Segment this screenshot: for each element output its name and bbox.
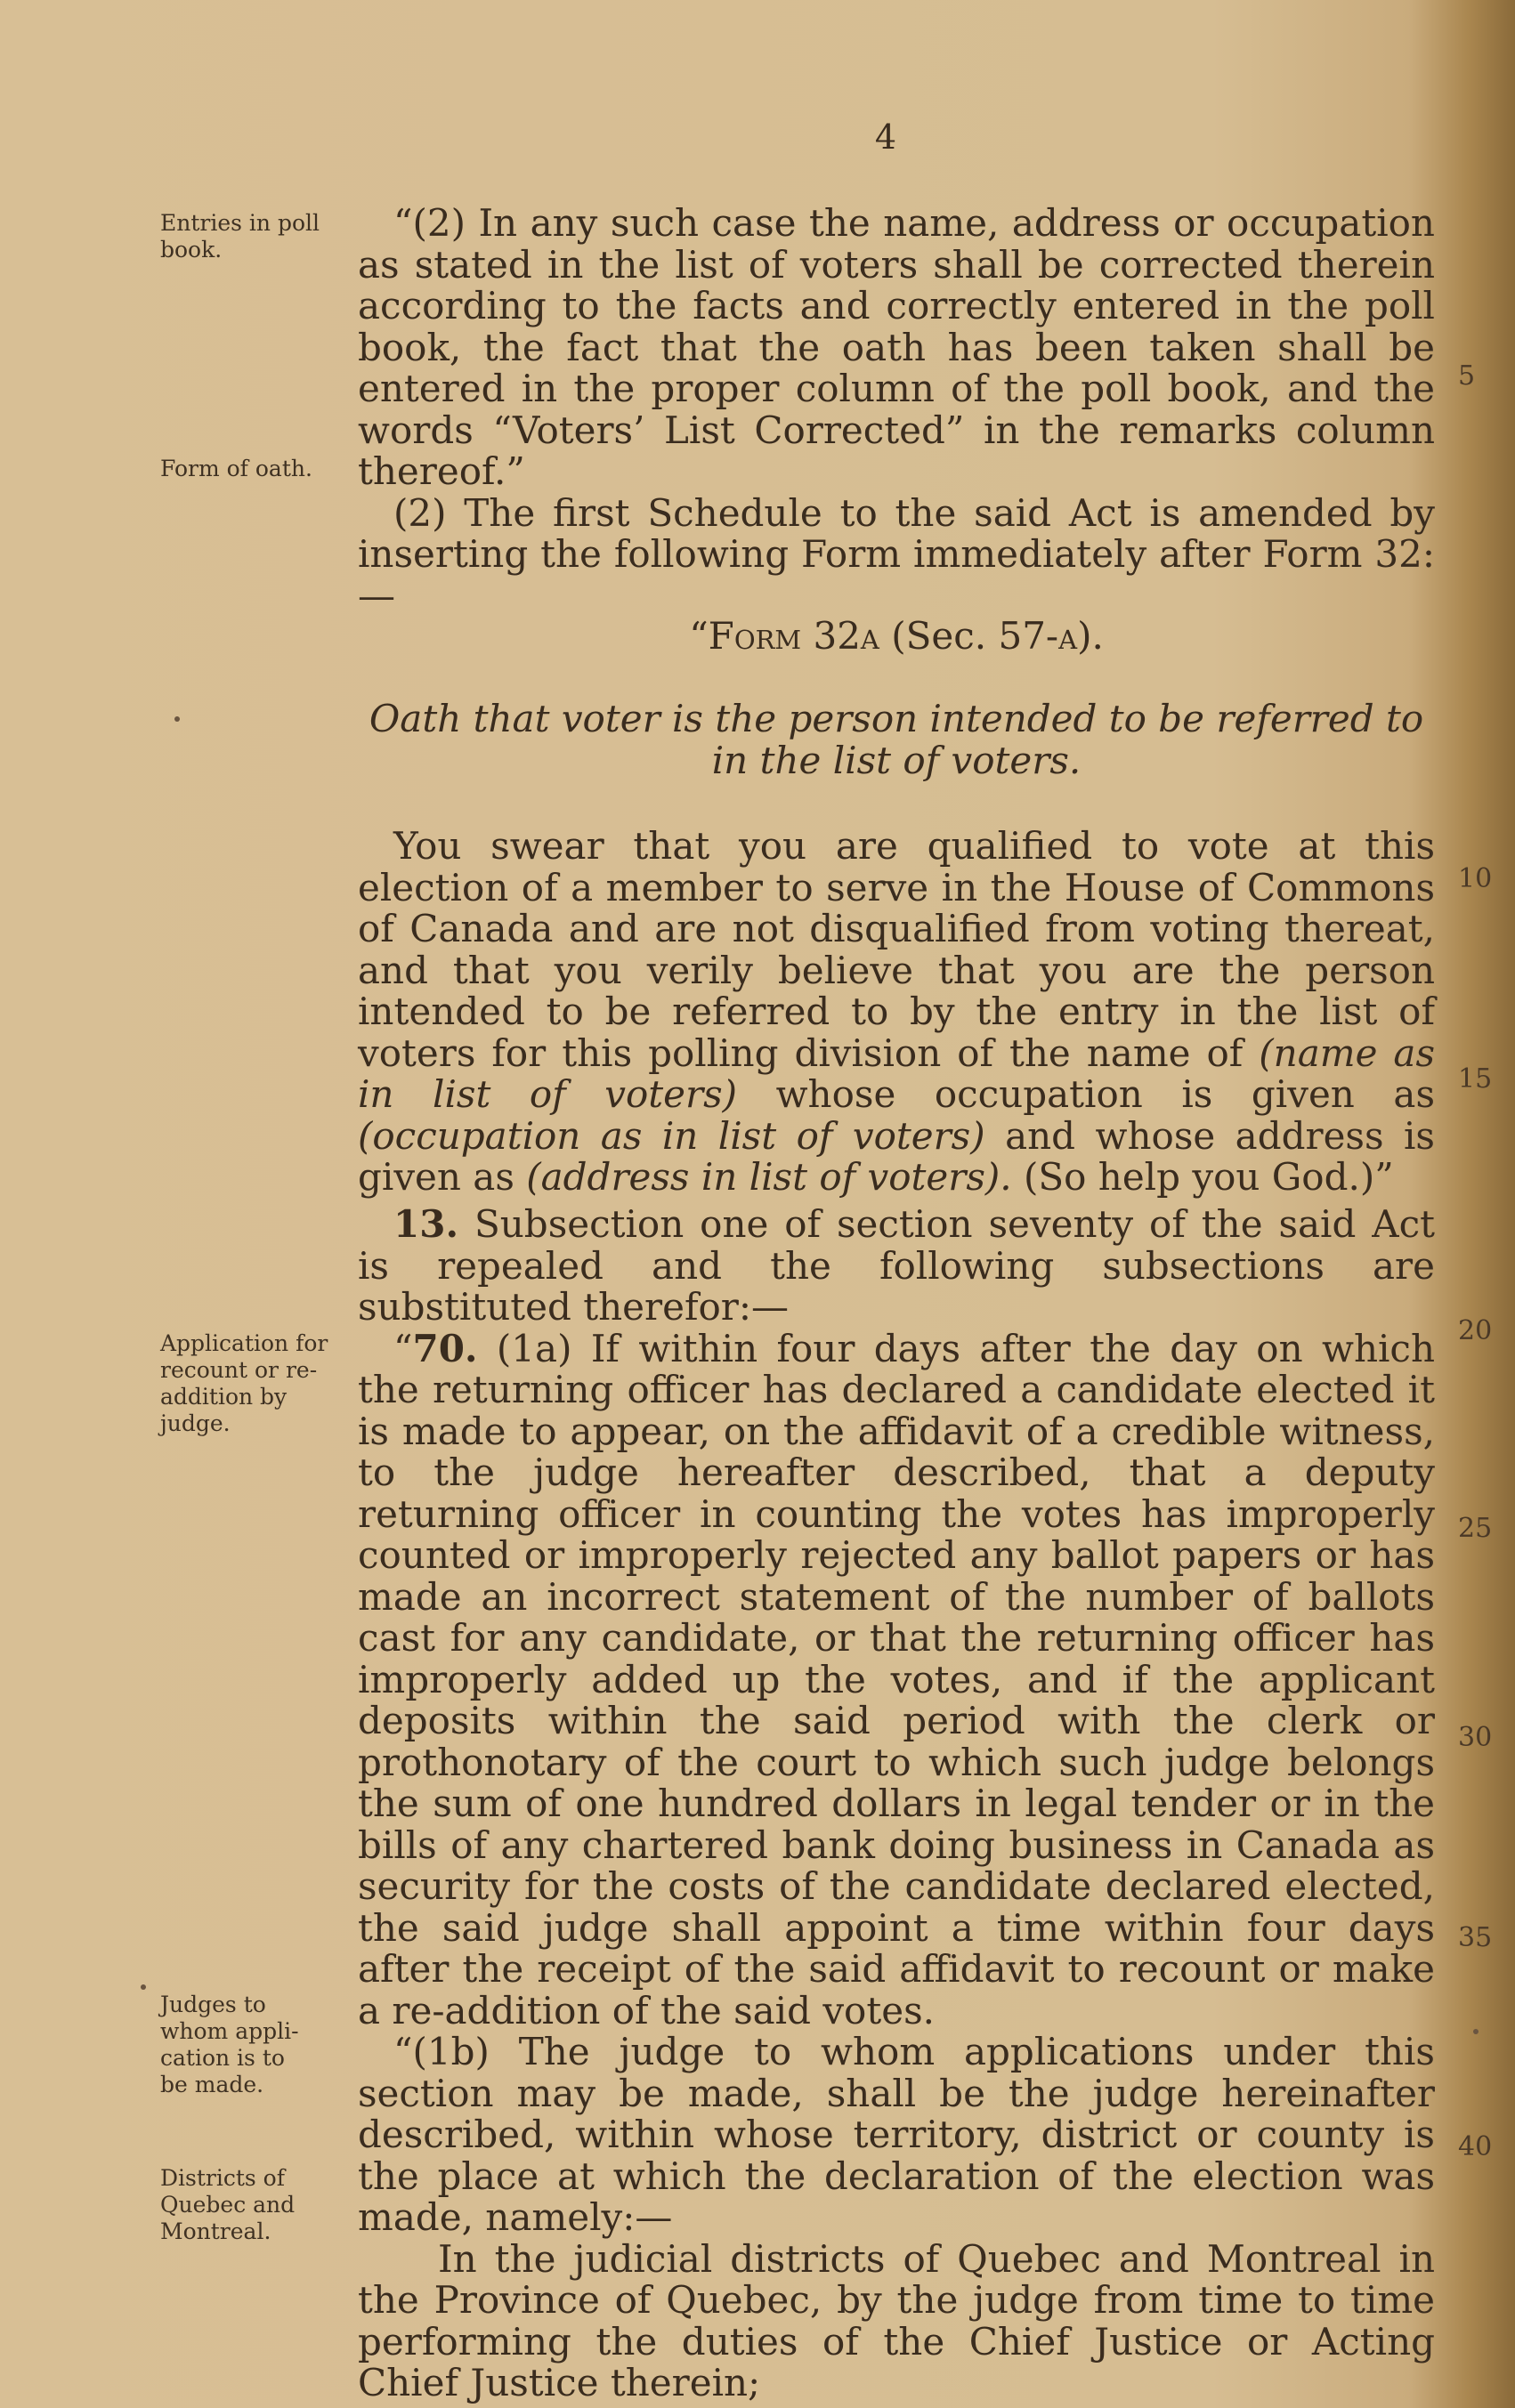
oath-address-placeholder: (address in list of voters). — [526, 1155, 1012, 1199]
oath-occupation-placeholder: (occupation as in list of voters) — [358, 1113, 985, 1158]
form-heading-sec: (Sec. 57 — [891, 614, 1046, 658]
districts-paragraph: In the judicial districts of Quebec and Montreal in the Province of Quebec, by the judge from time to time performing the duties of the Chief Justice or Acting Chief Justice therein; — [358, 2236, 1435, 2404]
oath-part-2: whose occupation is given as — [737, 1072, 1435, 1116]
section-13-paragraph — [358, 1204, 1435, 1329]
subsection-70-paragraph — [358, 1326, 1435, 2032]
line-number-5: 5 — [1458, 360, 1476, 392]
body-block-top — [358, 203, 1435, 617]
section-13-number: 13. — [393, 1202, 459, 1246]
margin-note-application: Application for recount or re-addition by judge. — [160, 1330, 328, 1436]
paper-speck — [141, 1984, 146, 1990]
paragraph-entries: “(2) In any such case the name, address or occupation as stated in the list of voters shall be corrected therein according to the facts and correctly entered in the poll book, the fact that the oath has been taken shall be entered in the proper column of the poll book, and the words “Voters’ List Corrected” in the remarks column thereof.” — [358, 201, 1435, 493]
section-13-text: Subsection one of section seventy of the said Act is repealed and the following subsections are substituted therefor:— — [358, 1202, 1435, 1329]
margin-note-entries: Entries in poll book. — [160, 210, 320, 263]
form-heading-word: Form — [708, 614, 802, 658]
form-heading-sec-letter: -a — [1045, 614, 1078, 658]
form-heading-sec-end: ). — [1077, 614, 1104, 658]
paper-speck — [1473, 2029, 1479, 2034]
line-number-25: 25 — [1458, 1513, 1493, 1544]
oath-part-4: (So help you God.)” — [1011, 1155, 1394, 1199]
page-number: 4 — [874, 117, 897, 157]
oath-part-3: and whose address is given as — [358, 1113, 1435, 1199]
line-number-15: 15 — [1458, 1063, 1493, 1095]
form-heading — [358, 616, 1435, 658]
margin-note-districts: Districts of Quebec and Montreal. — [160, 2165, 296, 2244]
subsection-1b-paragraph: “(1b) The judge to whom applications under this section may be made, shall be the judge hereinafter described, within whose territory, district or county is the place at which the declaration of the election was made, namely:— — [358, 2030, 1435, 2239]
subsection-70-number: 70. — [412, 1326, 478, 1370]
oath-text — [358, 826, 1435, 1199]
line-number-20: 20 — [1458, 1315, 1493, 1346]
body-block-bottom — [358, 1204, 1435, 2404]
subsection-70-quote: “ — [393, 1326, 413, 1370]
form-heading-number: 32a — [813, 614, 879, 658]
oath-name-placeholder: (name as in list of voters) — [358, 1030, 1435, 1116]
line-number-40: 40 — [1458, 2131, 1493, 2162]
paragraph-form-amendment: (2) The first Schedule to the said Act is amended by inserting the following Form immediately after Form 32:— — [358, 490, 1435, 618]
paper-speck — [174, 716, 180, 722]
oath-part-1: You swear that you are qualified to vote at this election of a member to serve in the House of Commons of Canada and are not disqualified from voting thereat, and that you verily believe that you are the person intended to be referred to by the entry in the list of voters for this polling division of the name of — [358, 824, 1435, 1075]
form-heading-quote: “ — [689, 614, 709, 658]
oath-title: Oath that voter is the person intended to be referred to in the list of voters. — [369, 697, 1424, 782]
margin-note-judges: Judges to whom appli-cation is to be made. — [160, 1992, 299, 2097]
oath-paragraph — [358, 826, 1435, 1199]
margin-note-form-of-oath: Form of oath. — [160, 456, 312, 481]
line-number-35: 35 — [1458, 1922, 1493, 1953]
line-number-10: 10 — [1458, 863, 1493, 894]
line-number-30: 30 — [1458, 1722, 1493, 1753]
subsection-70-text: (1a) If within four days after the day on which the returning officer has declared a candidate elected it is made to appear, on the affidavit of a credible witness, to the judge hereafter described, that a deputy returning officer in counting the votes has improperly counted or improperly rejected any ballot papers or has made an incorrect statement of the number of ballots cast for any candidate, or that the returning officer has improperly added up the votes, and if the applicant deposits within the said period with the clerk or prothonotary of the court to which such judge belongs the sum of one hundred dollars in legal tender or in the bills of any chartered bank doing business in Canada as security for the costs of the candidate declared elected, the said judge shall appoint a time within four days after the receipt of the said affidavit to recount or make a re-addition of the said votes. — [358, 1326, 1435, 2032]
